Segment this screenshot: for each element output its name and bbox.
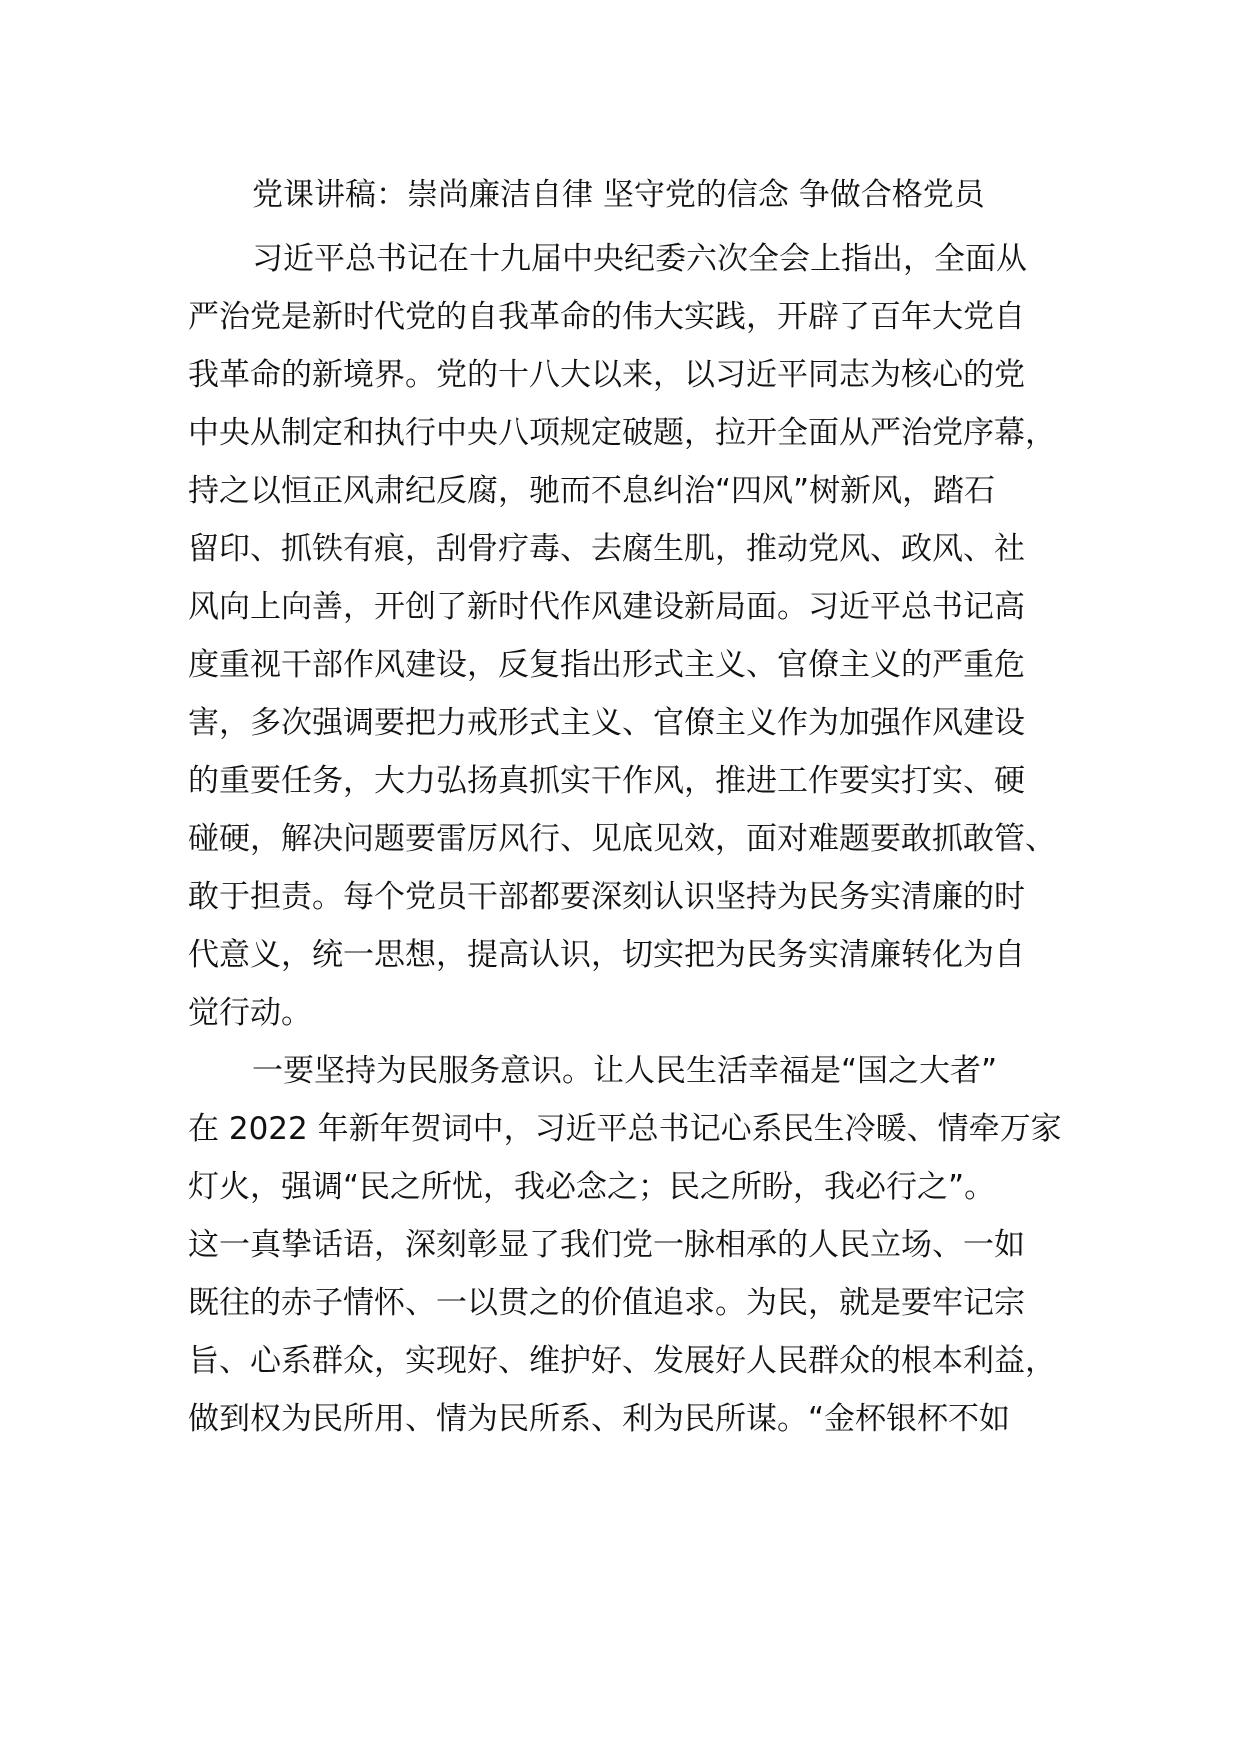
paragraph-line: 代意义，统一思想，提高认识，切实把为民务实清廉转化为自 — [188, 937, 1025, 973]
paragraph-line: 碰硬，解决问题要雷厉风行、见底见效，面对难题要敢抓敢管、 — [188, 821, 1056, 857]
paragraph-line: 灯火，强调“民之所忧，我必念之；民之所盼，我必行之”。 — [188, 1169, 996, 1205]
paragraph-line: 持之以恒正风肃纪反腐，驰而不息纠治“四风”树新风，踏石 — [188, 473, 996, 509]
paragraph-line: 做到权为民所用、情为民所系、利为民所谋。“金杯银杯不如 — [188, 1401, 1011, 1437]
paragraph-line: 觉行动。 — [188, 995, 312, 1031]
paragraph-line: 习近平总书记在十九届中央纪委六次全会上指出，全面从 — [252, 241, 1027, 277]
paragraph-line: 我革命的新境界。党的十八大以来，以习近平同志为核心的党 — [188, 357, 1025, 393]
document-title: 党课讲稿：崇尚廉洁自律 坚守党的信念 争做合格党员 — [252, 177, 985, 213]
paragraph-line: 的重要任务，大力弘扬真抓实干作风，推进工作要实打实、硬 — [188, 763, 1025, 799]
paragraph-line: 一要坚持为民服务意识。让人民生活幸福是“国之大者” — [252, 1053, 998, 1089]
paragraph-line: 度重视干部作风建设，反复指出形式主义、官僚主义的严重危 — [188, 647, 1025, 683]
paragraph-line: 既往的赤子情怀、一以贯之的价值追求。为民，就是要牢记宗 — [188, 1285, 1025, 1321]
paragraph-line: 留印、抓铁有痕，刮骨疗毒、去腐生肌，推动党风、政风、社 — [188, 531, 1025, 567]
paragraph-line: 害，多次强调要把力戒形式主义、官僚主义作为加强作风建设 — [188, 705, 1025, 741]
paragraph-line: 在 2022 年新年贺词中，习近平总书记心系民生冷暖、情牵万家 — [188, 1111, 1062, 1147]
paragraph-line: 风向上向善，开创了新时代作风建设新局面。习近平总书记高 — [188, 589, 1025, 625]
paragraph-line: 中央从制定和执行中央八项规定破题，拉开全面从严治党序幕， — [188, 415, 1056, 451]
paragraph-line: 旨、心系群众，实现好、维护好、发展好人民群众的根本利益， — [188, 1343, 1056, 1379]
paragraph-line: 敢于担责。每个党员干部都要深刻认识坚持为民务实清廉的时 — [188, 879, 1025, 915]
paragraph-line: 这一真挚话语，深刻彰显了我们党一脉相承的人民立场、一如 — [188, 1227, 1025, 1263]
paragraph-line: 严治党是新时代党的自我革命的伟大实践，开辟了百年大党自 — [188, 299, 1025, 335]
